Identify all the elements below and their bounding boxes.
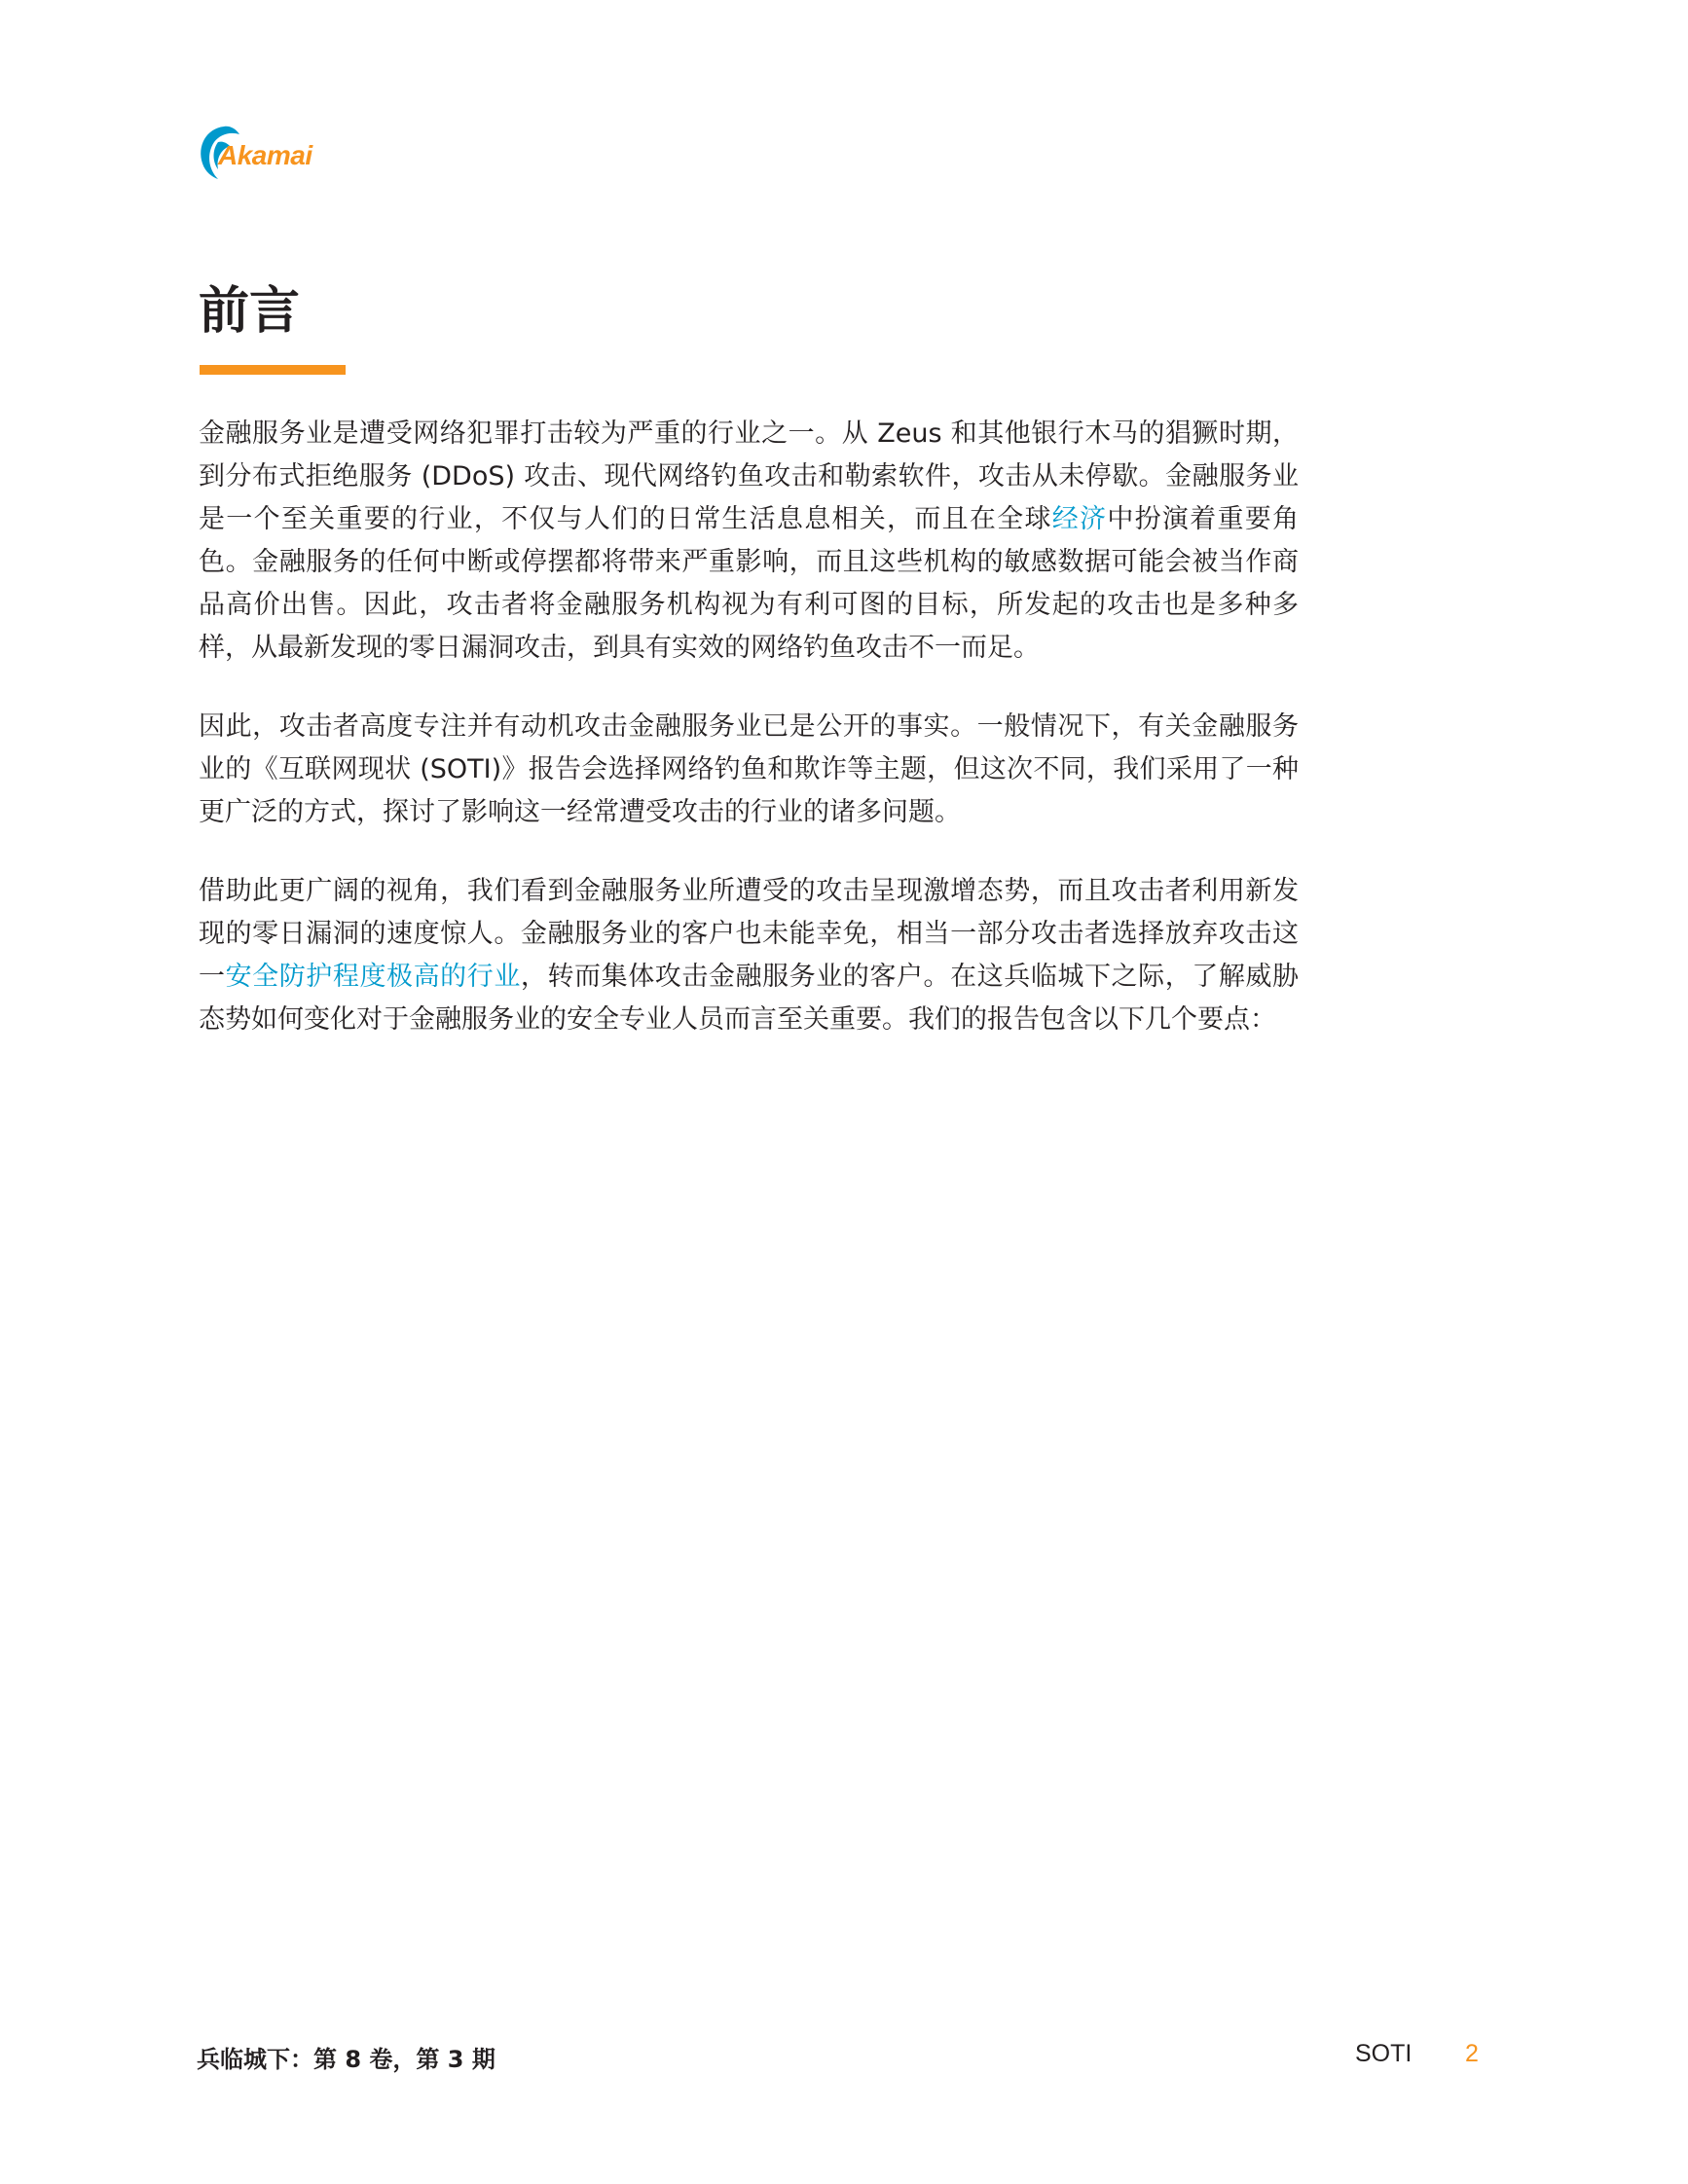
page-number: 2 (1465, 2040, 1479, 2067)
paragraph-text: ，转而集体攻击金融服务业的客户。在这兵临城下之际，了解威胁态势如何变化对于金融服务业的安全专业人员而言至关重要。我们的报告包含以下几个要点： (199, 962, 1300, 1035)
paragraph-2 (199, 706, 1299, 834)
footer-soti-label: SOTI (1355, 2040, 1413, 2067)
link-highly-protected-industry[interactable]: 安全防护程度极高的行业 (225, 962, 521, 992)
paragraph-text: 借助此更广阔的视角，我们看到金融服务业所遭受的攻击呈现激增态势，而且攻击者利用新发现的零日漏洞的速度惊人。金融服务业的客户也未能幸免，相当一部分攻击者选择放弃攻击这一 (199, 876, 1299, 992)
paragraph-1 (199, 413, 1299, 670)
paragraph-text: 中扮演着重要角色。金融服务的任何中断或停摆都将带来严重影响，而且这些机构的敏感数据可能会被当作商品高价出售。因此，攻击者将金融服务机构视为有利可图的目标，所发起的攻击也是多种多样，从最新发现的零日漏洞攻击，到具有实效的网络钓鱼攻击不一而足。 (199, 504, 1300, 663)
footer-publication-title: 兵临城下：第 8 卷，第 3 期 (197, 2046, 495, 2073)
logo-wordmark: Akamai (218, 140, 312, 170)
page-title: 前言 (199, 282, 301, 341)
akamai-logo (195, 123, 331, 181)
paragraph-text: 金融服务业是遭受网络犯罪打击较为严重的行业之一。从 Zeus 和其他银行木马的猖獗时期，到分布式拒绝服务 (DDoS) 攻击、现代网络钓鱼攻击和勒索软件，攻击从未停歇。金融服务业是一个至关重要的行业，不仅与人们的日常生活息息相关，而且在全球 (199, 419, 1299, 534)
paragraph-3 (199, 870, 1299, 1041)
title-underline (200, 365, 346, 375)
paragraph-text: 因此，攻击者高度专注并有动机攻击金融服务业已是公开的事实。一般情况下，有关金融服务业的《互联网现状 (SOTI)》报告会选择网络钓鱼和欺诈等主题，但这次不同，我们采用了一种更广泛的方式，探讨了影响这一经常遭受攻击的行业的诸多问题。 (199, 711, 1299, 827)
link-economy[interactable]: 经济 (1051, 504, 1108, 534)
body-text (199, 413, 1299, 1077)
